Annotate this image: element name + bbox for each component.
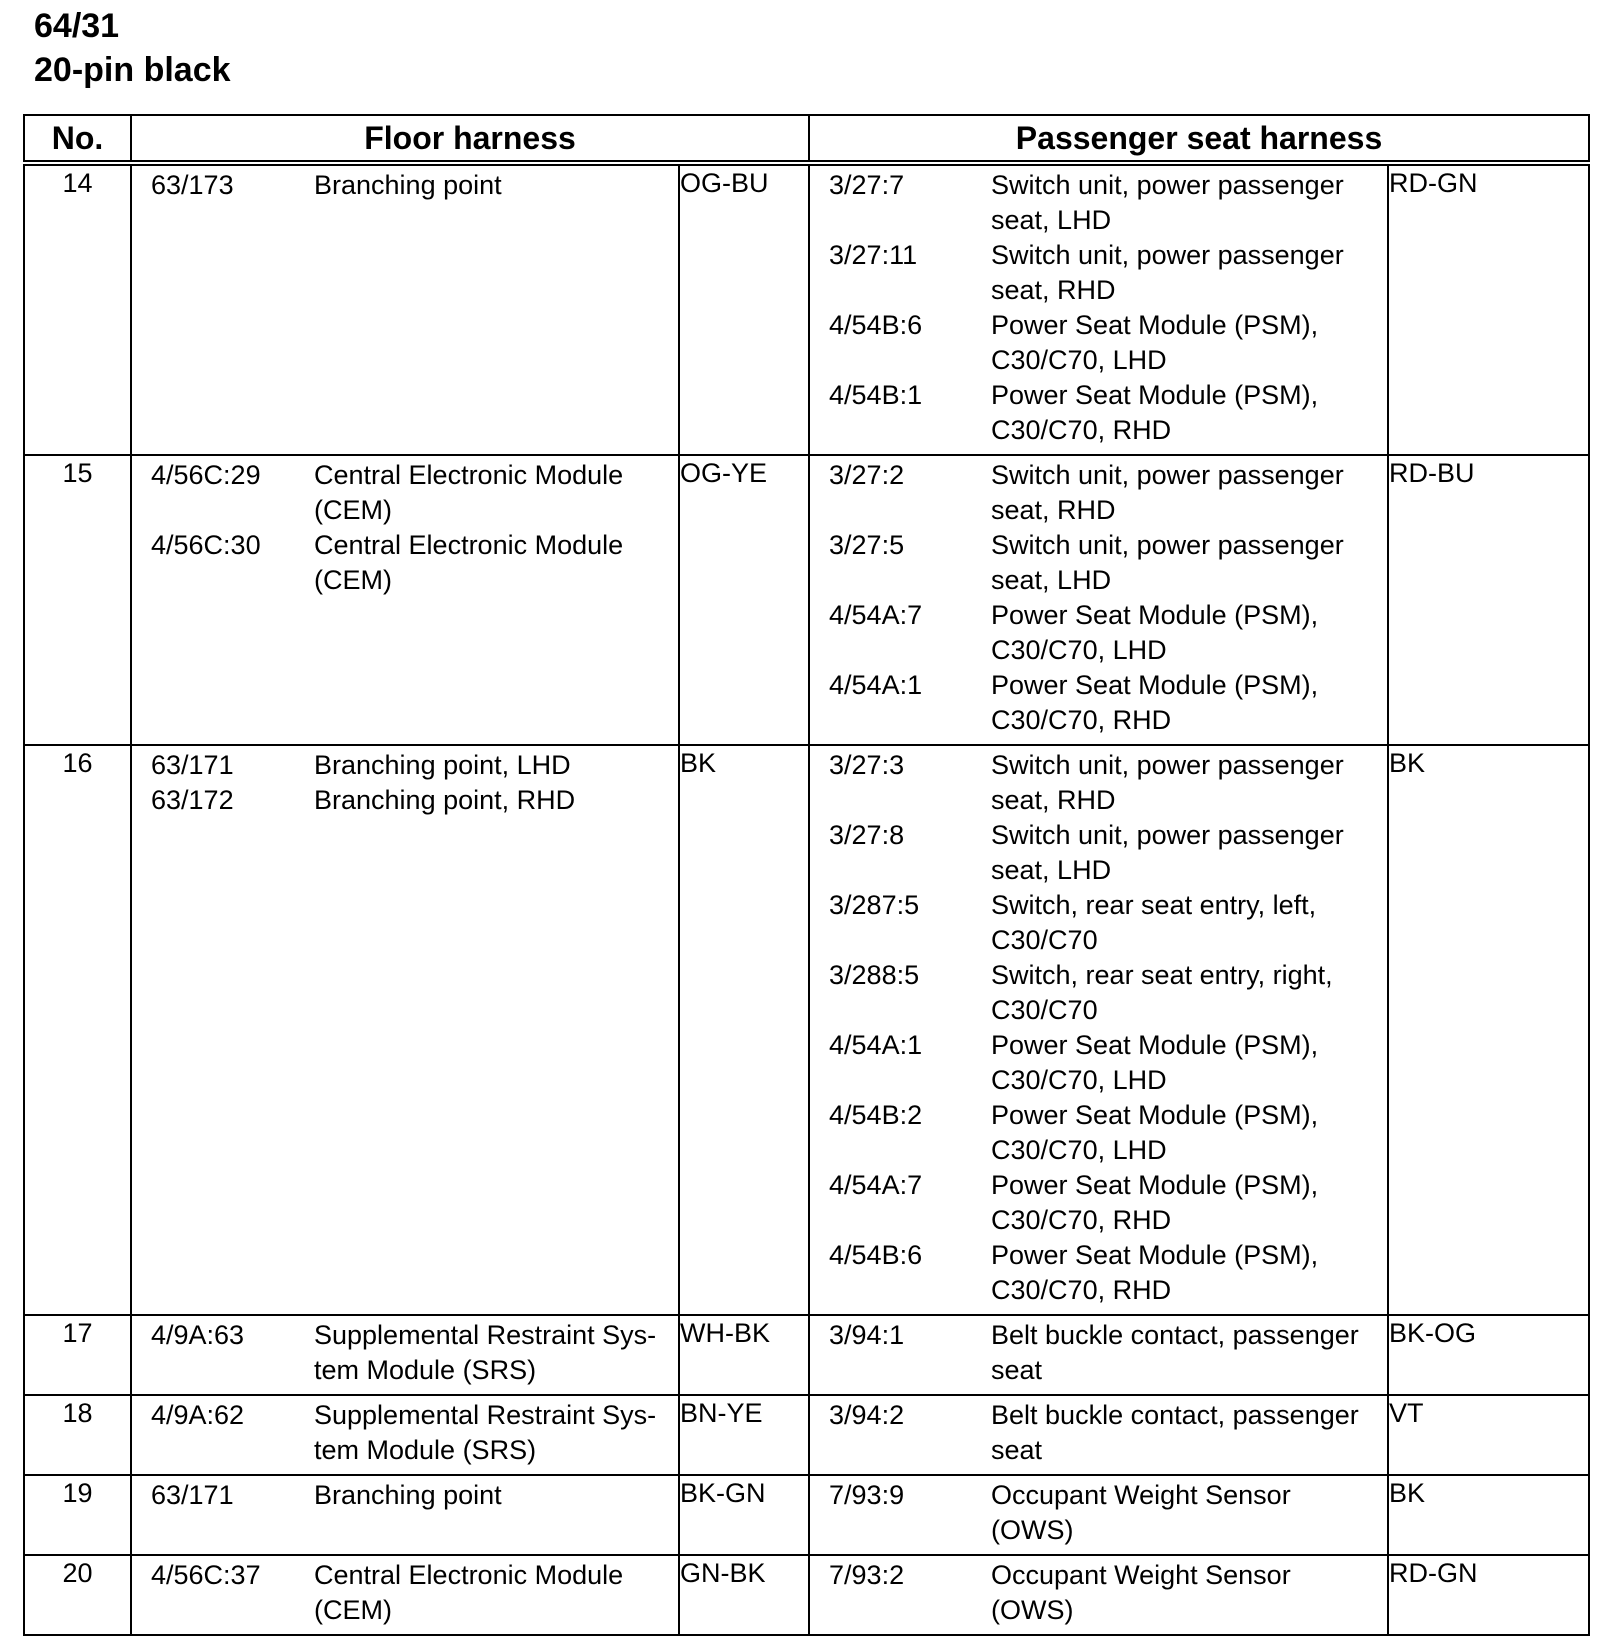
floor-wire-color: WH-BK (679, 1315, 809, 1395)
floor-harness (131, 163, 679, 455)
component-reference: 4/54B:6 (829, 1240, 923, 1270)
component-description: Belt buckle contact, passenger seat (991, 1400, 1359, 1465)
seat-harness-entry (810, 1398, 1387, 1468)
seat-wire-color: BK (1388, 1475, 1589, 1555)
seat-harness-entry (810, 1028, 1387, 1098)
component-description: Branching point (314, 170, 502, 200)
floor-harness-entry (132, 1398, 678, 1468)
seat-harness (809, 1395, 1388, 1475)
pin-number: 14 (24, 163, 131, 455)
component-description: Central Electronic Module (CEM) (314, 530, 624, 595)
component-description: Supplemental Restraint Sys- tem Module (SRS) (314, 1320, 657, 1385)
pin-table (23, 114, 1590, 1636)
component-description: Power Seat Module (PSM), C30/C70, LHD (991, 310, 1319, 375)
seat-harness (809, 1315, 1388, 1395)
component-description: Switch, rear seat entry, left, C30/C70 (991, 890, 1317, 955)
component-reference: 63/172 (151, 785, 234, 815)
seat-harness-entry (810, 378, 1387, 448)
floor-harness (131, 745, 679, 1315)
seat-harness-entry (810, 958, 1387, 1028)
component-reference: 4/54A:7 (829, 1170, 923, 1200)
component-reference: 3/27:5 (829, 530, 905, 560)
table-body (24, 163, 1589, 1635)
floor-harness (131, 1315, 679, 1395)
seat-harness-entry (810, 748, 1387, 818)
seat-harness-entry (810, 458, 1387, 528)
component-description: Power Seat Module (PSM), C30/C70, RHD (991, 1240, 1319, 1305)
seat-harness-entry (810, 598, 1387, 668)
component-reference: 4/56C:29 (151, 460, 261, 490)
seat-harness-entry (810, 818, 1387, 888)
component-description: Switch unit, power passenger seat, LHD (991, 170, 1344, 235)
component-reference: 3/287:5 (829, 890, 920, 920)
seat-wire-color: RD-GN (1388, 1555, 1589, 1635)
seat-wire-color: RD-BU (1388, 455, 1589, 745)
seat-harness-entry (810, 1168, 1387, 1238)
floor-wire-color: GN-BK (679, 1555, 809, 1635)
table-row (24, 1395, 1589, 1475)
component-reference: 3/27:2 (829, 460, 905, 490)
seat-harness (809, 163, 1388, 455)
component-reference: 7/93:9 (829, 1480, 905, 1510)
pin-number: 17 (24, 1315, 131, 1395)
component-description: Supplemental Restraint Sys- tem Module (SRS) (314, 1400, 657, 1465)
component-description: Occupant Weight Sensor (OWS) (991, 1480, 1291, 1545)
floor-wire-color: OG-YE (679, 455, 809, 745)
seat-harness-entry (810, 1478, 1387, 1548)
table-row (24, 1475, 1589, 1555)
component-reference: 3/27:8 (829, 820, 905, 850)
seat-harness-entry (810, 668, 1387, 738)
floor-harness (131, 1475, 679, 1555)
component-reference: 3/27:11 (829, 240, 918, 270)
seat-harness (809, 745, 1388, 1315)
component-reference: 4/54A:1 (829, 1030, 923, 1060)
component-reference: 4/54A:7 (829, 600, 923, 630)
table-header-row (24, 115, 1589, 163)
component-description: Power Seat Module (PSM), C30/C70, RHD (991, 1170, 1319, 1235)
seat-harness (809, 1555, 1388, 1635)
floor-harness-entry (132, 528, 678, 598)
component-reference: 3/288:5 (829, 960, 920, 990)
component-reference: 63/171 (151, 1480, 234, 1510)
header-passenger-seat-harness: Passenger seat harness (809, 115, 1589, 163)
component-reference: 4/54B:6 (829, 310, 923, 340)
component-description: Power Seat Module (PSM), C30/C70, LHD (991, 600, 1319, 665)
component-description: Switch unit, power passenger seat, LHD (991, 820, 1344, 885)
seat-harness-entry (810, 168, 1387, 238)
component-reference: 3/27:7 (829, 170, 905, 200)
floor-harness (131, 455, 679, 745)
component-reference: 4/9A:62 (151, 1400, 245, 1430)
floor-wire-color: BK (679, 745, 809, 1315)
component-description: Switch unit, power passenger seat, RHD (991, 240, 1344, 305)
seat-harness-entry (810, 528, 1387, 598)
table-row (24, 163, 1589, 455)
component-description: Switch unit, power passenger seat, RHD (991, 750, 1344, 815)
component-reference: 63/173 (151, 170, 234, 200)
seat-wire-color: BK-OG (1388, 1315, 1589, 1395)
pin-number: 16 (24, 745, 131, 1315)
component-reference: 4/56C:30 (151, 530, 261, 560)
component-description: Switch unit, power passenger seat, RHD (991, 460, 1344, 525)
floor-wire-color: BK-GN (679, 1475, 809, 1555)
component-reference: 3/94:1 (829, 1320, 905, 1350)
pin-number: 18 (24, 1395, 131, 1475)
component-reference: 7/93:2 (829, 1560, 905, 1590)
component-description: Power Seat Module (PSM), C30/C70, RHD (991, 670, 1319, 735)
seat-harness-entry (810, 1098, 1387, 1168)
component-reference: 4/56C:37 (151, 1560, 261, 1590)
floor-harness-entry (132, 748, 678, 783)
floor-harness-entry (132, 458, 678, 528)
seat-harness-entry (810, 1238, 1387, 1308)
header-no: No. (24, 115, 131, 163)
table-row (24, 1555, 1589, 1635)
seat-wire-color: VT (1388, 1395, 1589, 1475)
table-row (24, 455, 1589, 745)
component-description: Power Seat Module (PSM), C30/C70, LHD (991, 1100, 1319, 1165)
component-description: Switch, rear seat entry, right, C30/C70 (991, 960, 1333, 1025)
component-description: Power Seat Module (PSM), C30/C70, RHD (991, 380, 1319, 445)
component-reference: 3/94:2 (829, 1400, 905, 1430)
floor-harness-entry (132, 1318, 678, 1388)
component-reference: 63/171 (151, 750, 234, 780)
floor-harness (131, 1555, 679, 1635)
floor-harness-entry (132, 1558, 678, 1628)
component-description: Power Seat Module (PSM), C30/C70, LHD (991, 1030, 1319, 1095)
floor-harness-entry (132, 783, 678, 818)
connector-description: 20-pin black (34, 51, 231, 89)
pin-number: 19 (24, 1475, 131, 1555)
floor-harness-entry (132, 1478, 678, 1513)
seat-harness-entry (810, 888, 1387, 958)
connector-title (34, 4, 231, 92)
seat-harness-entry (810, 1318, 1387, 1388)
seat-harness-entry (810, 238, 1387, 308)
component-reference: 4/54B:2 (829, 1100, 923, 1130)
pin-number: 15 (24, 455, 131, 745)
floor-harness-entry (132, 168, 678, 203)
seat-harness-entry (810, 308, 1387, 378)
component-description: Occupant Weight Sensor (OWS) (991, 1560, 1291, 1625)
component-description: Branching point, RHD (314, 785, 576, 815)
header-floor-harness: Floor harness (131, 115, 809, 163)
floor-wire-color: OG-BU (679, 163, 809, 455)
floor-harness (131, 1395, 679, 1475)
seat-harness (809, 455, 1388, 745)
table-row (24, 1315, 1589, 1395)
seat-harness (809, 1475, 1388, 1555)
connector-number: 64/31 (34, 7, 120, 45)
component-reference: 4/54A:1 (829, 670, 923, 700)
component-reference: 4/9A:63 (151, 1320, 245, 1350)
seat-wire-color: BK (1388, 745, 1589, 1315)
component-description: Branching point (314, 1480, 502, 1510)
component-description: Branching point, LHD (314, 750, 571, 780)
floor-wire-color: BN-YE (679, 1395, 809, 1475)
component-description: Switch unit, power passenger seat, LHD (991, 530, 1344, 595)
seat-wire-color: RD-GN (1388, 163, 1589, 455)
component-description: Central Electronic Module (CEM) (314, 1560, 624, 1625)
component-description: Central Electronic Module (CEM) (314, 460, 624, 525)
table-row (24, 745, 1589, 1315)
component-description: Belt buckle contact, passenger seat (991, 1320, 1359, 1385)
component-reference: 3/27:3 (829, 750, 905, 780)
pin-number: 20 (24, 1555, 131, 1635)
seat-harness-entry (810, 1558, 1387, 1628)
component-reference: 4/54B:1 (829, 380, 923, 410)
